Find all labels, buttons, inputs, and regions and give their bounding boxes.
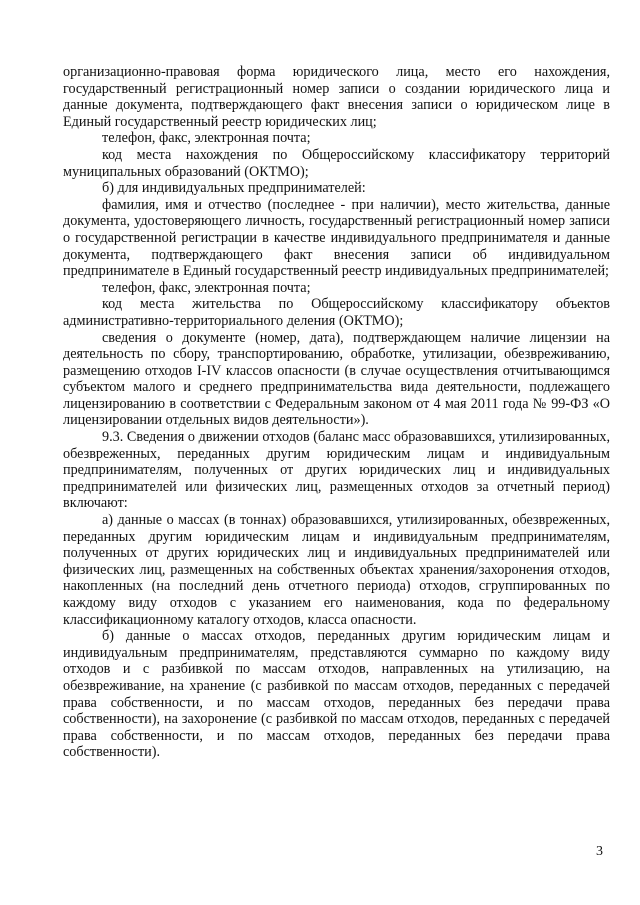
legal-entity-details: организационно-правовая форма юридического лица, место его нахождения, государственный регистрационный номер записи о создании юридического лица и данные документа, подтверждающего факт внесения записи о юридическом лице в Единый государственный реестр юридических лиц; bbox=[63, 64, 610, 130]
section-9-3: 9.3. Сведения о движении отходов (баланс масс образовавшихся, утилизированных, обезвреженных, переданных другим юридическим лицам и индивидуальным предпринимателям, полученных от других юридических лиц и индивидуальных предпринимателей или физических лиц, размещенных отходов за отчетный период) включают: bbox=[63, 429, 610, 512]
document-body bbox=[63, 64, 610, 761]
legal-entity-contacts: телефон, факс, электронная почта; bbox=[102, 130, 311, 147]
page-number: 3 bbox=[596, 844, 603, 859]
section-9-3-a: а) данные о массах (в тоннах) образовавшихся, утилизированных, обезвреженных, переданных другим юридическим лицам и индивидуальным предпринимателям, полученных от других юридических лиц и индивидуальных предпринимателей или физических лиц, размещенных на собственных объектах хранения/захоронения отходов, накопленных (на последний день отчетного периода) отходов, сгруппированных по каждому виду отходов с указанием его наименования, кода по федеральному классификационному каталогу отходов, класса опасности. bbox=[63, 512, 610, 628]
section-9-3-b: б) данные о массах отходов, переданных другим юридическим лицам и индивидуальным предпринимателям, представляются суммарно по каждому виду отходов и с разбивкой по массам отходов, направленных на утилизацию, на обезвреживание, на хранение (с разбивкой по массам отходов, переданных с передачей права собственности, и по массам отходов, переданных без передачи права собственности), на захоронение (с разбивкой по массам отходов, переданных с передачей права собственности, и по массам отходов, переданных без передачи права собственности). bbox=[63, 628, 610, 761]
entrepreneur-oktmo: код места жительства по Общероссийскому классификатору объектов административно-территориального деления (ОКТМО); bbox=[63, 296, 610, 329]
license-details: сведения о документе (номер, дата), подтверждающем наличие лицензии на деятельность по сбору, транспортированию, обработке, утилизации, обезвреживанию, размещению отходов I-IV классов опасности (в случае осуществления отчитывающимся субъектом малого и среднего предпринимательства вида деятельности, подлежащего лицензированию в соответствии с Федеральным законом от 4 мая 2011 года № 99-ФЗ «О лицензировании отдельных видов деятельности»). bbox=[63, 329, 610, 429]
entrepreneur-contacts: телефон, факс, электронная почта; bbox=[102, 279, 311, 296]
entrepreneurs-heading: б) для индивидуальных предпринимателей: bbox=[102, 180, 366, 197]
entrepreneur-details: фамилия, имя и отчество (последнее - при наличии), место жительства, данные документа, удостоверяющего личность, государственный регистрационный номер записи о государственной регистрации в качестве индивидуального предпринимателя и данные документа, подтверждающего факт внесения записи об индивидуальном предпринимателе в Единый государственный реестр индивидуальных предпринимателей; bbox=[63, 196, 610, 280]
legal-entity-oktmo: код места нахождения по Общероссийскому классификатору территорий муниципальных образований (ОКТМО); bbox=[63, 146, 610, 180]
